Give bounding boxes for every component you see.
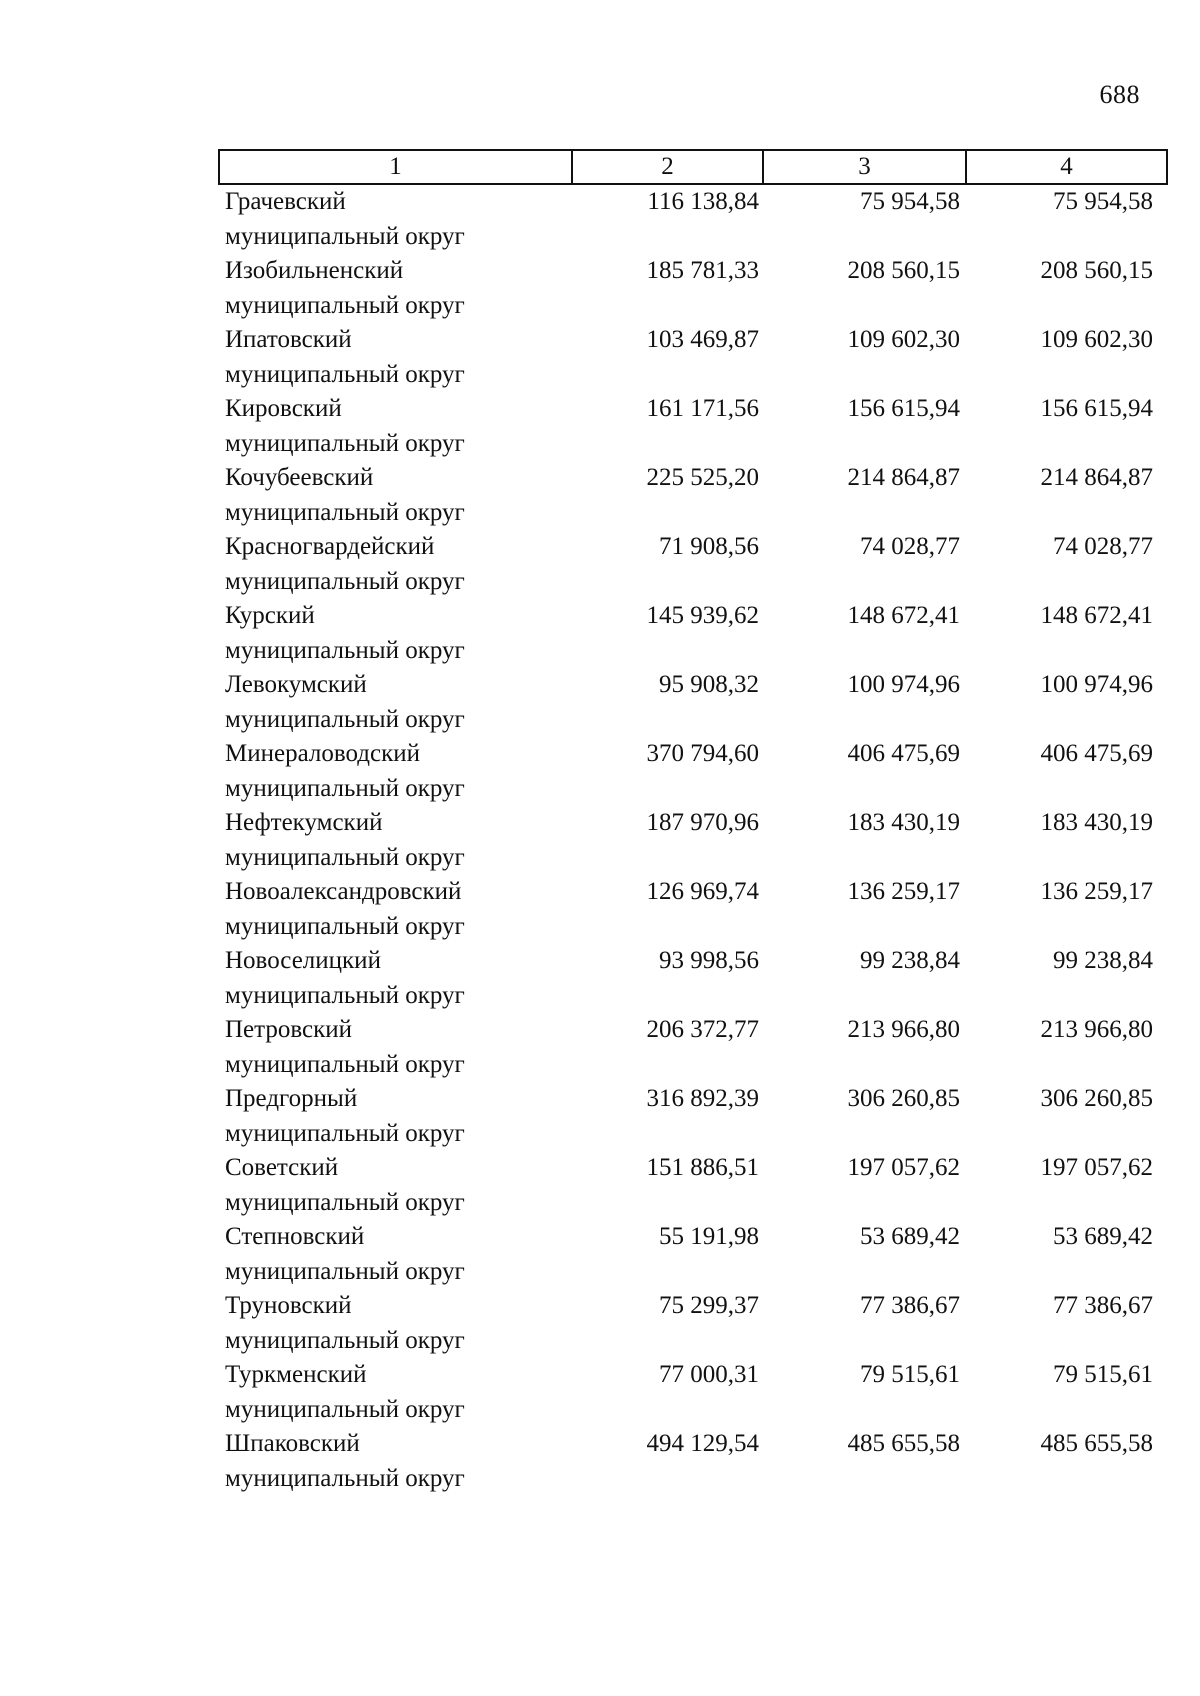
column-header-2: 2 [572,150,763,184]
column-header-3: 3 [763,150,966,184]
value-cell-2: 161 171,56 [646,395,759,422]
value-cell-4: 148 672,41 [1040,602,1153,629]
district-cell [219,530,572,599]
table-row [219,254,1167,323]
table-row [219,1289,1167,1358]
district-name: Курский [225,602,315,629]
value-cell-4: 306 260,85 [1040,1085,1153,1112]
value-cell-4: 53 689,42 [1053,1223,1153,1250]
district-cell [219,461,572,530]
district-cell [219,944,572,1013]
district-type: муниципальный округ [225,1188,465,1216]
district-type: муниципальный округ [225,1257,465,1285]
district-cell [219,1013,572,1082]
district-cell [219,737,572,806]
district-name: Кочубеевский [225,464,374,491]
district-cell [219,599,572,668]
value-cell-4: 406 475,69 [1040,740,1153,767]
value-cell-2: 93 998,56 [659,947,759,974]
district-name: Новоселицкий [225,947,381,974]
district-type: муниципальный округ [225,705,465,733]
district-type: муниципальный округ [225,1395,465,1423]
district-type: муниципальный округ [225,222,465,250]
header-row [219,150,1167,184]
value-cell-4: 74 028,77 [1053,533,1153,560]
value-cell-2: 206 372,77 [646,1016,759,1043]
value-cell-3: 53 689,42 [860,1223,960,1250]
district-type: муниципальный округ [225,912,465,940]
district-name: Ипатовский [225,326,352,353]
value-cell-3: 183 430,19 [847,809,960,836]
district-name: Нефтекумский [225,809,383,836]
value-cell-2: 151 886,51 [646,1154,759,1181]
page-number: 688 [1099,80,1140,109]
table-row [219,530,1167,599]
district-type: муниципальный округ [225,1119,465,1147]
table-row [219,1082,1167,1151]
district-cell [219,1082,572,1151]
value-cell-3: 213 966,80 [847,1016,960,1043]
table-row [219,737,1167,806]
value-cell-4: 100 974,96 [1040,671,1153,698]
district-type: муниципальный округ [225,981,465,1009]
column-header-1: 1 [219,150,572,184]
value-cell-2: 187 970,96 [646,809,759,836]
district-type: муниципальный округ [225,1050,465,1078]
value-cell-3: 79 515,61 [860,1361,960,1388]
value-cell-3: 485 655,58 [847,1430,960,1457]
value-cell-3: 156 615,94 [847,395,960,422]
district-name: Шпаковский [225,1430,360,1457]
table-row [219,323,1167,392]
table-row [219,668,1167,737]
district-name: Изобильненский [225,257,404,284]
district-type: муниципальный округ [225,843,465,871]
district-type: муниципальный округ [225,636,465,664]
value-cell-4: 99 238,84 [1053,947,1153,974]
value-cell-3: 75 954,58 [860,188,960,215]
value-cell-2: 185 781,33 [646,257,759,284]
table-body [219,184,1167,1496]
value-cell-4: 79 515,61 [1053,1361,1153,1388]
value-cell-4: 77 386,67 [1053,1292,1153,1319]
value-cell-3: 99 238,84 [860,947,960,974]
table-row [219,806,1167,875]
budget-table [218,149,1168,1496]
district-name: Советский [225,1154,339,1181]
value-cell-3: 77 386,67 [860,1292,960,1319]
value-cell-3: 306 260,85 [847,1085,960,1112]
value-cell-2: 225 525,20 [646,464,759,491]
table-row [219,1358,1167,1427]
district-name: Грачевский [225,188,346,215]
value-cell-3: 214 864,87 [847,464,960,491]
value-cell-2: 95 908,32 [659,671,759,698]
table-row [219,461,1167,530]
value-cell-2: 77 000,31 [659,1361,759,1388]
table-row [219,1427,1167,1496]
district-cell [219,1289,572,1358]
district-name: Красногвардейский [225,533,435,560]
district-cell [219,668,572,737]
value-cell-2: 116 138,84 [647,188,759,215]
value-cell-2: 55 191,98 [659,1223,759,1250]
district-type: муниципальный округ [225,360,465,388]
table-row [219,875,1167,944]
district-cell [219,1358,572,1427]
district-name: Левокумский [225,671,367,698]
value-cell-2: 145 939,62 [646,602,759,629]
value-cell-4: 183 430,19 [1040,809,1153,836]
district-cell [219,1151,572,1220]
district-type: муниципальный округ [225,567,465,595]
district-type: муниципальный округ [225,429,465,457]
district-type: муниципальный округ [225,774,465,802]
value-cell-3: 208 560,15 [847,257,960,284]
table-row [219,184,1167,254]
value-cell-4: 197 057,62 [1040,1154,1153,1181]
district-cell [219,254,572,323]
value-cell-2: 316 892,39 [646,1085,759,1112]
district-name: Туркменский [225,1361,367,1388]
value-cell-2: 370 794,60 [646,740,759,767]
table-row [219,944,1167,1013]
district-name: Минераловодский [225,740,421,767]
value-cell-3: 148 672,41 [847,602,960,629]
district-cell [219,806,572,875]
value-cell-3: 406 475,69 [847,740,960,767]
table-header [219,150,1167,184]
value-cell-4: 136 259,17 [1040,878,1153,905]
value-cell-2: 126 969,74 [646,878,759,905]
value-cell-4: 75 954,58 [1053,188,1153,215]
table-row [219,1013,1167,1082]
district-cell [219,184,572,254]
table-row [219,1220,1167,1289]
district-name: Степновский [225,1223,365,1250]
value-cell-4: 109 602,30 [1040,326,1153,353]
value-cell-3: 100 974,96 [847,671,960,698]
district-cell [219,323,572,392]
district-type: муниципальный округ [225,1326,465,1354]
district-name: Петровский [225,1016,353,1043]
value-cell-4: 485 655,58 [1040,1430,1153,1457]
value-cell-3: 109 602,30 [847,326,960,353]
value-cell-3: 74 028,77 [860,533,960,560]
value-cell-4: 208 560,15 [1040,257,1153,284]
value-cell-2: 494 129,54 [646,1430,759,1457]
district-name: Новоалександровский [225,878,462,905]
value-cell-4: 214 864,87 [1040,464,1153,491]
district-name: Труновский [225,1292,352,1319]
column-header-4: 4 [966,150,1167,184]
district-cell [219,392,572,461]
value-cell-2: 75 299,37 [659,1292,759,1319]
district-type: муниципальный округ [225,1464,465,1492]
district-cell [219,1220,572,1289]
value-cell-3: 136 259,17 [847,878,960,905]
value-cell-2: 103 469,87 [646,326,759,353]
value-cell-4: 213 966,80 [1040,1016,1153,1043]
table-row [219,392,1167,461]
district-name: Предгорный [225,1085,358,1112]
table-row [219,599,1167,668]
district-name: Кировский [225,395,342,422]
value-cell-4: 156 615,94 [1040,395,1153,422]
value-cell-3: 197 057,62 [847,1154,960,1181]
value-cell-2: 71 908,56 [659,533,759,560]
district-cell [219,1427,572,1496]
district-type: муниципальный округ [225,291,465,319]
table-row [219,1151,1167,1220]
district-type: муниципальный округ [225,498,465,526]
district-cell [219,875,572,944]
